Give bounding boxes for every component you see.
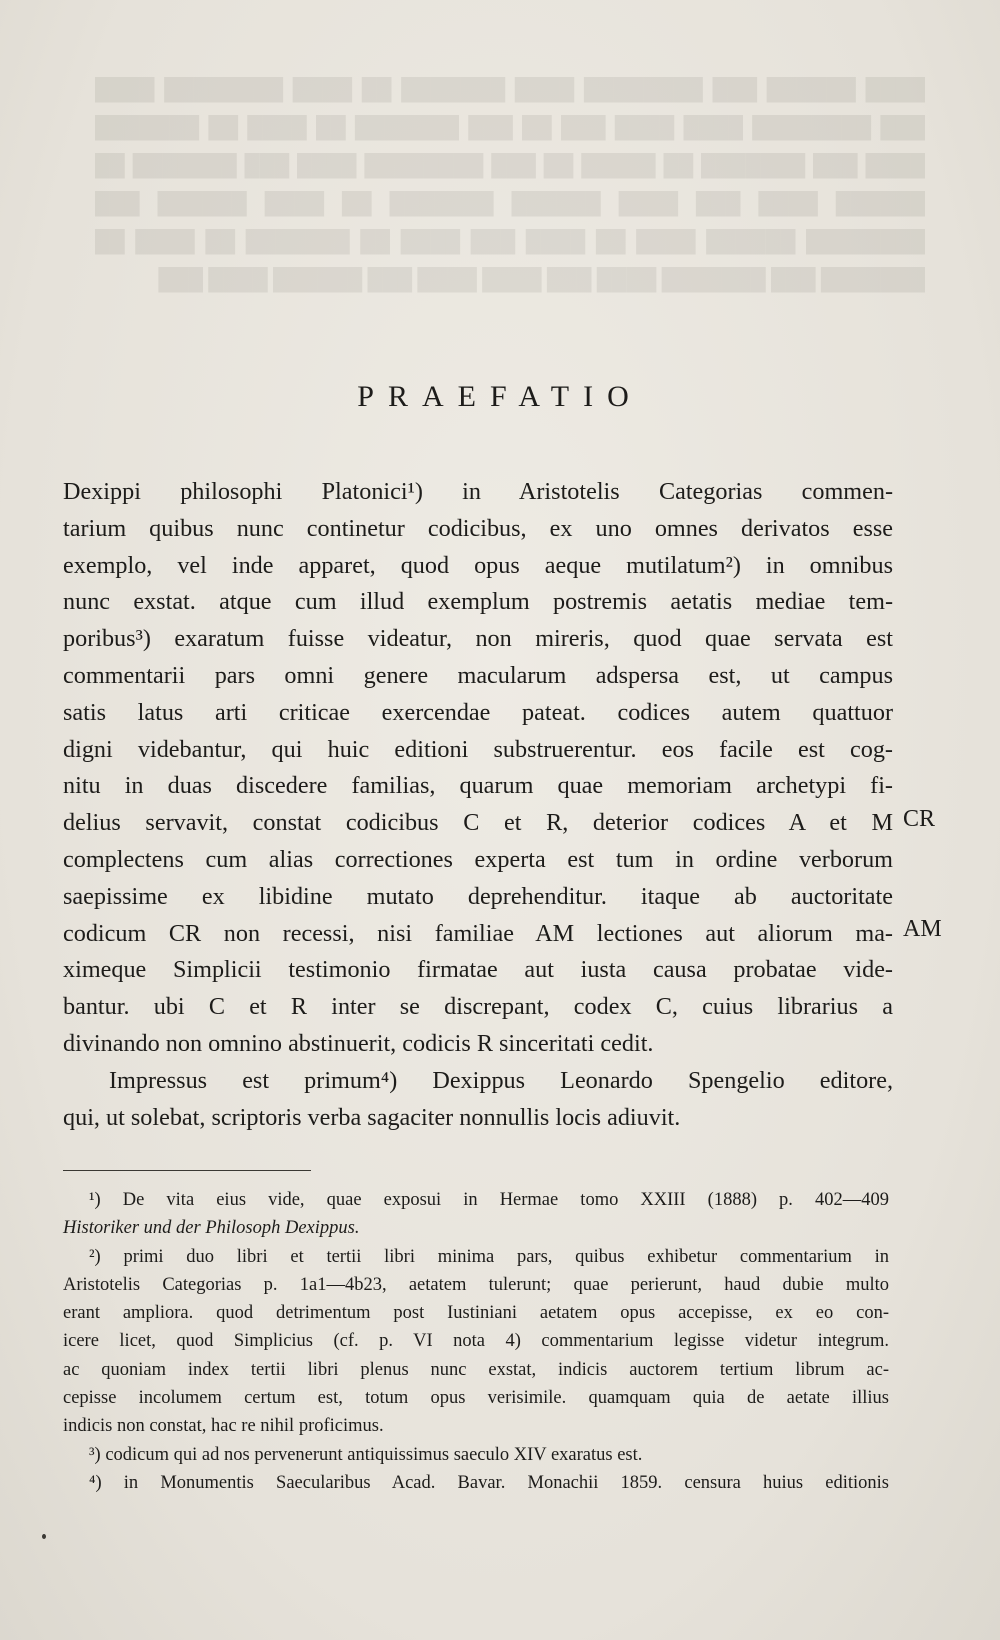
body-line: codicum CR non recessi, nisi familiae AM lectiones aut aliorum ma-: [63, 919, 893, 947]
body-line: digni videbantur, qui huic editioni substruerentur. eos facile est cog-: [63, 735, 893, 763]
body-line: ximeque Simplicii testimonio firmatae aut iusta causa probatae vide-: [63, 956, 893, 984]
preface-body: [63, 474, 893, 1136]
body-line: saepissime ex libidine mutato deprehenditur. itaque ab auctoritate: [63, 882, 893, 910]
footnote-line: cepisse incolumem certum est, totum opus verisimile. quamquam quia de aetate illius: [63, 1388, 889, 1409]
footnote-line: Historiker und der Philosoph Dexippus.: [63, 1218, 360, 1239]
footnote-line: icere licet, quod Simplicius (cf. p. VI nota 4) commentarium legisse videtur integrum.: [63, 1331, 889, 1352]
footnote-line: ¹) De vita eius vide, quae exposui in Hermae tomo XXIII (1888) p. 402—409: [89, 1190, 889, 1210]
ink-speck: [42, 1534, 46, 1539]
footnote-rule: [63, 1170, 311, 1171]
footnote-line: ac quoniam index tertii libri plenus nunc exstat, indicis auctorem tertium librum ac-: [63, 1359, 889, 1380]
margin-note-cr: CR: [903, 806, 936, 832]
body-line: nunc exstat. atque cum illud exemplum postremis aetatis mediae tem-: [63, 588, 893, 616]
body-line: nitu in duas discedere familias, quarum quae memoriam archetypi fi-: [63, 772, 893, 800]
footnote-line: erant ampliora. quod detrimentum post Iustiniani aetatem opus accepisse, ex eo con-: [63, 1303, 889, 1324]
body-line: bantur. ubi C et R inter se discrepant, codex C, cuius librarius a: [63, 993, 893, 1021]
footnote-line: indicis non constat, hac re nihil proficimus.: [63, 1416, 384, 1437]
body-line: divinando non omnino abstinuerit, codicis R sinceritati cedit.: [63, 1029, 654, 1057]
body-line: commentarii pars omni genere macularum adspersa est, ut campus: [63, 661, 893, 689]
body-line: complectens cum alias correctiones experta est tum in ordine verborum: [63, 845, 893, 873]
margin-note-am: AM: [903, 916, 942, 942]
bleed-through-texture: [95, 70, 925, 298]
footnote-line: Aristotelis Categorias p. 1a1—4b23, aetatem tulerunt; quae perierunt, haud dubie multo: [63, 1274, 889, 1295]
bleed-block: ████ ██████ ███ ████████ ████ ███████ ██ ████ ████████ ████ ███ ████████ ████ ████ ███ ██ ███ ███████ ██ ████ ██ ███████ ████ ███ ███████ ██ █████ ██ ███ ████████ ████ ███ ███████ ██ ██████ ████ ███ ████ ██████ ███████ ██ ████ ██████ ███ ████████ ██████ ████ ██ ████ ███ ████ ██ ███████ ██ ████ ██ ███████ ███ ███████ ████ ███ ████ ████ ███ ██████ ████ ███: [95, 77, 925, 291]
footnote-line: ³) codicum qui ad nos pervenerunt antiquissimus saeculo XIV exaratus est.: [89, 1444, 643, 1465]
body-line: satis latus arti criticae exercendae pateat. codices autem quattuor: [63, 698, 893, 726]
body-line: exemplo, vel inde apparet, quod opus aeque mutilatum²) in omnibus: [63, 551, 893, 579]
body-line: delius servavit, constat codicibus C et R, deterior codices A et M: [63, 809, 893, 837]
body-line: qui, ut solebat, scriptoris verba sagaciter nonnullis locis adiuvit.: [63, 1103, 681, 1131]
body-line: poribus³) exaratum fuisse videatur, non mireris, quod quae servata est: [63, 625, 893, 653]
body-line: Dexippi philosophi Platonici¹) in Aristotelis Categorias commen-: [63, 478, 893, 505]
footnotes: [63, 1186, 889, 1497]
body-line: tarium quibus nunc continetur codicibus, ex uno omnes derivatos esse: [63, 514, 893, 542]
body-line: Impressus est primum⁴) Dexippus Leonardo Spengelio editore,: [109, 1066, 893, 1094]
footnote-line: ⁴) in Monumentis Saecularibus Acad. Bavar. Monachii 1859. censura huius editionis: [89, 1472, 889, 1493]
page-title: PRAEFATIO: [357, 380, 643, 413]
footnote-line: ²) primi duo libri et tertii libri minima pars, quibus exhibetur commentarium in: [89, 1246, 889, 1267]
